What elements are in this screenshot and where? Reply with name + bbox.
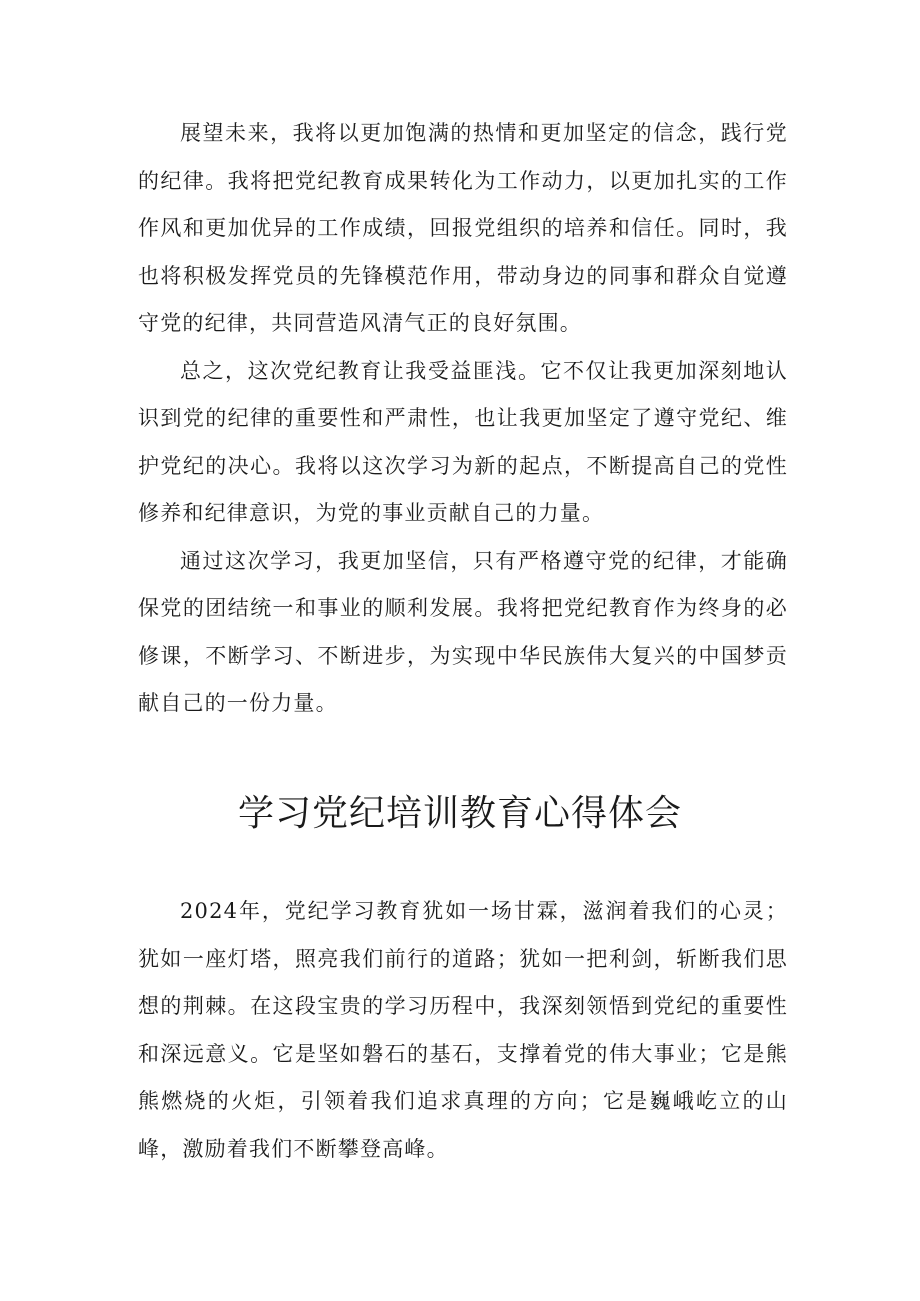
section-two-body bbox=[138, 888, 788, 1173]
paragraph-summary: 总之，这次党纪教育让我受益匪浅。它不仅让我更加深刻地认识到党的纪律的重要性和严肃性，也让我更加坚定了遵守党纪、维护党纪的决心。我将以这次学习为新的起点，不断提高自己的党性修养和纪律意识，为党的事业贡献自己的力量。 bbox=[138, 358, 788, 525]
paragraph-intro: 2024年，党纪学习教育犹如一场甘霖，滋润着我们的心灵；犹如一座灯塔，照亮我们前行的道路；犹如一把利剑，斩断我们思想的荆棘。在这段宝贵的学习历程中，我深刻领悟到党纪的重要性和深远意义。它是坚如磐石的基石，支撑着党的伟大事业；它是熊熊燃烧的火炬，引领着我们追求真理的方向；它是巍峨屹立的山峰，激励着我们不断攀登高峰。 bbox=[138, 899, 788, 1161]
document-title: 学习党纪培训教育心得体会 bbox=[237, 793, 682, 834]
section-one-body bbox=[138, 110, 788, 728]
paragraph-outlook: 展望未来，我将以更加饱满的热情和更加坚定的信念，践行党的纪律。我将把党纪教育成果转化为工作动力，以更加扎实的工作作风和更加优异的工作成绩，回报党组织的培养和信任。同时，我也将积极发挥党员的先锋模范作用，带动身边的同事和群众自觉遵守党的纪律，共同营造风清气正的良好氛围。 bbox=[138, 121, 788, 335]
paragraph-conviction: 通过这次学习，我更加坚信，只有严格遵守党的纪律，才能确保党的团结统一和事业的顺利发展。我将把党纪教育作为终身的必修课，不断学习、不断进步，为实现中华民族伟大复兴的中国梦贡献自己的一份力量。 bbox=[138, 548, 788, 715]
